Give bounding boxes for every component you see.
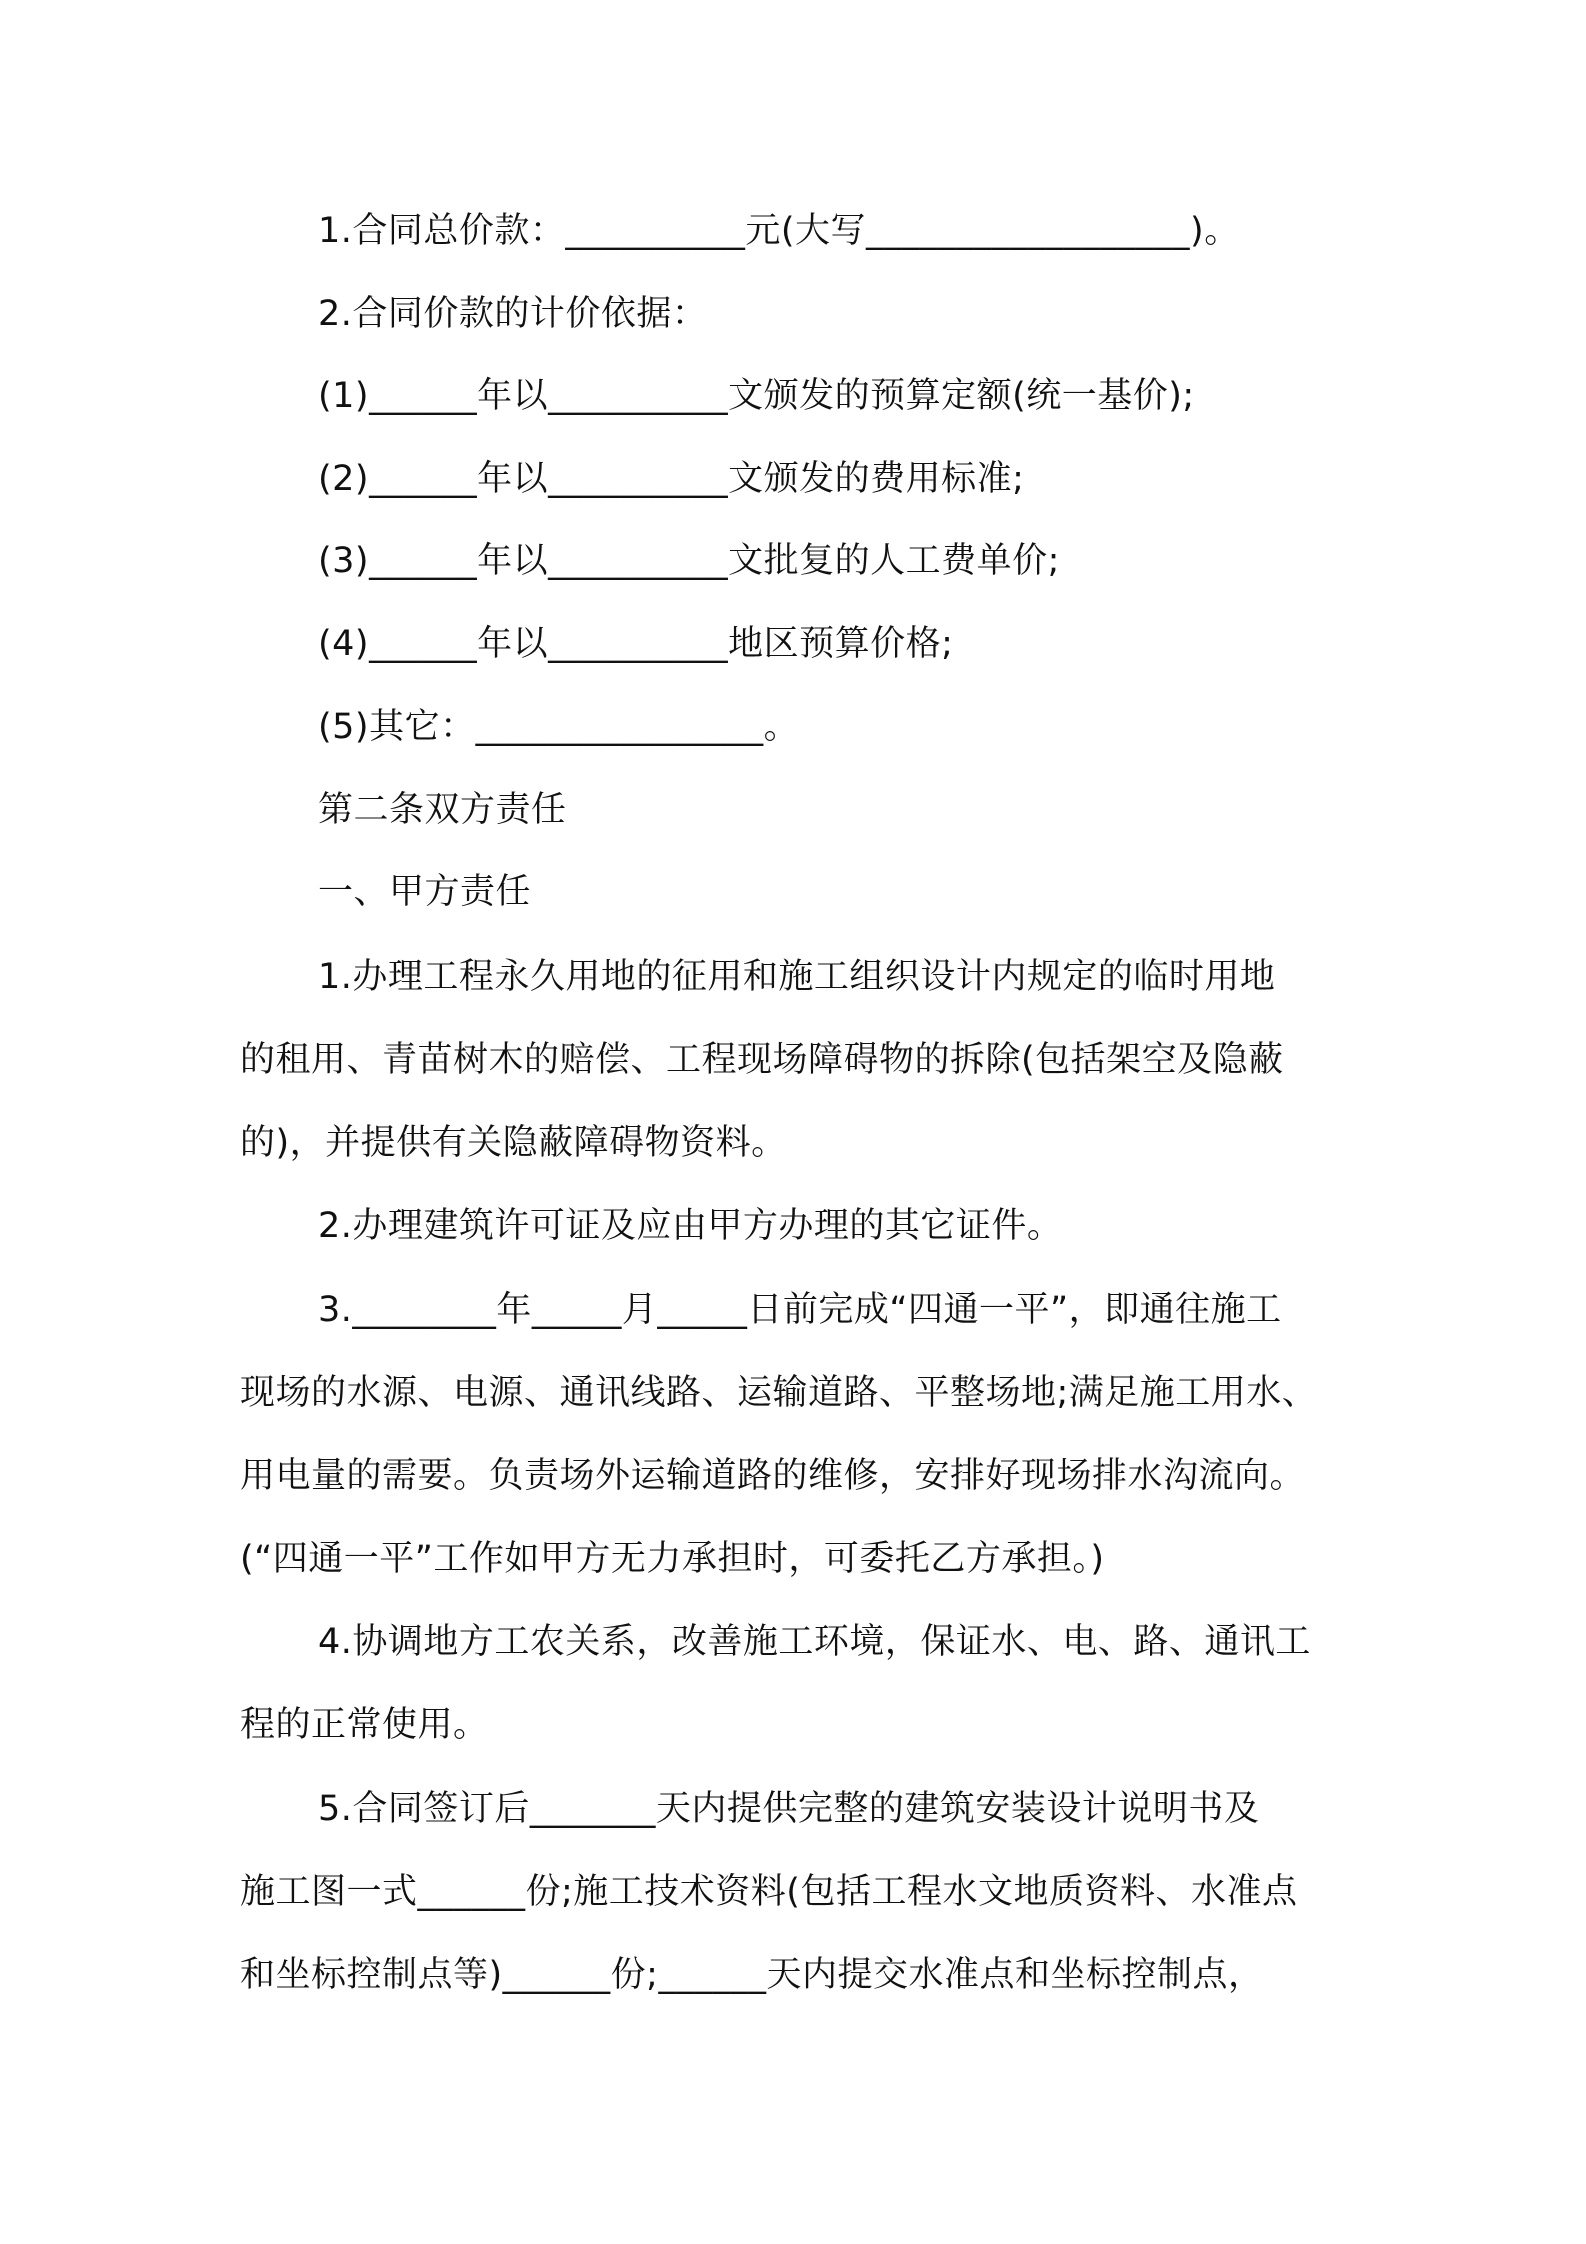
pricing-basis-item-2: (2)______年以__________文颁发的费用标准; (318, 459, 1025, 499)
party-a-heading: 一、甲方责任 (318, 872, 532, 912)
article-two-heading: 第二条双方责任 (318, 790, 567, 830)
party-a-item-3-line-2: 现场的水源、电源、通讯线路、运输道路、平整场地;满足施工用水、 (240, 1373, 1318, 1413)
party-a-item-3-line-3: 用电量的需要。负责场外运输道路的维修，安排好现场排水沟流向。 (240, 1456, 1306, 1496)
party-a-item-4-line-2: 程的正常使用。 (240, 1705, 489, 1745)
party-a-item-1-line-3: 的)，并提供有关隐蔽障碍物资料。 (240, 1123, 787, 1163)
pricing-basis-item-4: (4)______年以__________地区预算价格; (318, 624, 954, 664)
party-a-item-5-line-1: 5.合同签订后_______天内提供完整的建筑安装设计说明书及 (318, 1789, 1260, 1829)
party-a-item-1-line-2: 的租用、青苗树木的赔偿、工程现场障碍物的拆除(包括架空及隐蔽 (240, 1040, 1284, 1080)
pricing-basis-item-5: (5)其它：________________。 (318, 707, 800, 747)
party-a-item-4-line-1: 4.协调地方工农关系，改善施工环境，保证水、电、路、通讯工 (318, 1622, 1311, 1662)
party-a-item-5-line-2: 施工图一式______份;施工技术资料(包括工程水文地质资料、水准点 (240, 1872, 1298, 1912)
contract-total-price-line: 1.合同总价款：__________元(大写__________________)。 (318, 211, 1240, 251)
party-a-item-5-line-3: 和坐标控制点等)______份;______天内提交水准点和坐标控制点， (240, 1955, 1264, 1995)
party-a-item-3-line-4: (“四通一平”工作如甲方无力承担时，可委托乙方承担。) (240, 1539, 1105, 1579)
pricing-basis-item-1: (1)______年以__________文颁发的预算定额(统一基价); (318, 376, 1195, 416)
pricing-basis-heading: 2.合同价款的计价依据： (318, 294, 708, 334)
party-a-item-3-line-1: 3.________年_____月_____日前完成“四通一平”，即通往施工 (318, 1290, 1282, 1330)
party-a-item-2: 2.办理建筑许可证及应由甲方办理的其它证件。 (318, 1206, 1063, 1246)
party-a-item-1-line-1: 1.办理工程永久用地的征用和施工组织设计内规定的临时用地 (318, 957, 1276, 997)
pricing-basis-item-3: (3)______年以__________文批复的人工费单价; (318, 541, 1060, 581)
